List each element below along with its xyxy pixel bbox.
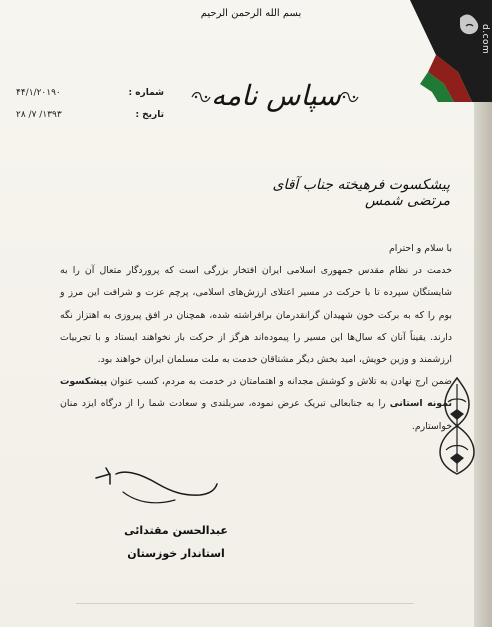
document-title: سپاس نامه [211, 79, 341, 112]
date-value: ۱۳۹۳/ ۷/ ۲۸ [16, 110, 62, 120]
handwritten-signature [88, 464, 220, 512]
paragraph-1: خدمت در نظام مقدس جمهوری اسلامی ایران افتخار بزرگی است که پروردگار متعال آن را به شایستگان سپرده تا با حرکت در مسیر اعتلای ارزش‌های اسلامی، پرچم عزت و شرافت این مرز و بوم را که به برکت خون شهیدان گرانقدرمان برافراشته شده، همچنان در افق پیروزی به اهتزاز نگه دارند. یقیناً آنان که سال‌ها این مسیر را پیموده‌اند هرگز از حرکت باز نخواهند ایستاد و با تجربیات ارزشمند و وزین خویش، امید بخش دیگر مشتاقان خدمت به ملت مسلمان ایران خواهند بود. [60, 265, 452, 366]
paragraph-2 [60, 371, 452, 438]
paragraph-2-prefix: ضمن ارج نهادن به تلاش و کوشش مجدانه و اهتمامتان در خدمت به مردم، کسب عنوان [107, 376, 452, 388]
award-title: پیشکسوت نمونه استانی [60, 376, 452, 410]
date-label: تاریخ : [135, 110, 164, 120]
number-value: ۴۴/۱/۲۰۱۹۰ [16, 88, 61, 98]
meta-number-row [16, 82, 164, 104]
greeting: با سلام و احترام [389, 243, 452, 254]
signatory-title: استاندار خوزستان [127, 547, 225, 560]
document-meta [16, 82, 164, 126]
decorative-vertical-ornament-icon [428, 374, 486, 478]
left-ornament-icon [190, 88, 212, 106]
recipient-line: پیشکسوت فرهیخته جناب آقای مرتضی شمس [272, 177, 450, 209]
footer-rule [76, 603, 414, 604]
right-ornament-icon [338, 88, 360, 106]
number-label: شماره : [128, 88, 164, 98]
paragraph-2-suffix: را به جنابعالی تبریک عرض نموده، سربلندی و سعادت شما را از درگاه ایزد منان خواستارم. [60, 398, 452, 432]
signatory-name: عبدالحسن مقتدائی [124, 524, 228, 537]
letter-body [60, 238, 452, 438]
corner-text: d.com [480, 24, 490, 55]
meta-date-row [16, 104, 164, 126]
bismillah-heading: بسم الله الرحمن الرحیم [200, 8, 302, 19]
